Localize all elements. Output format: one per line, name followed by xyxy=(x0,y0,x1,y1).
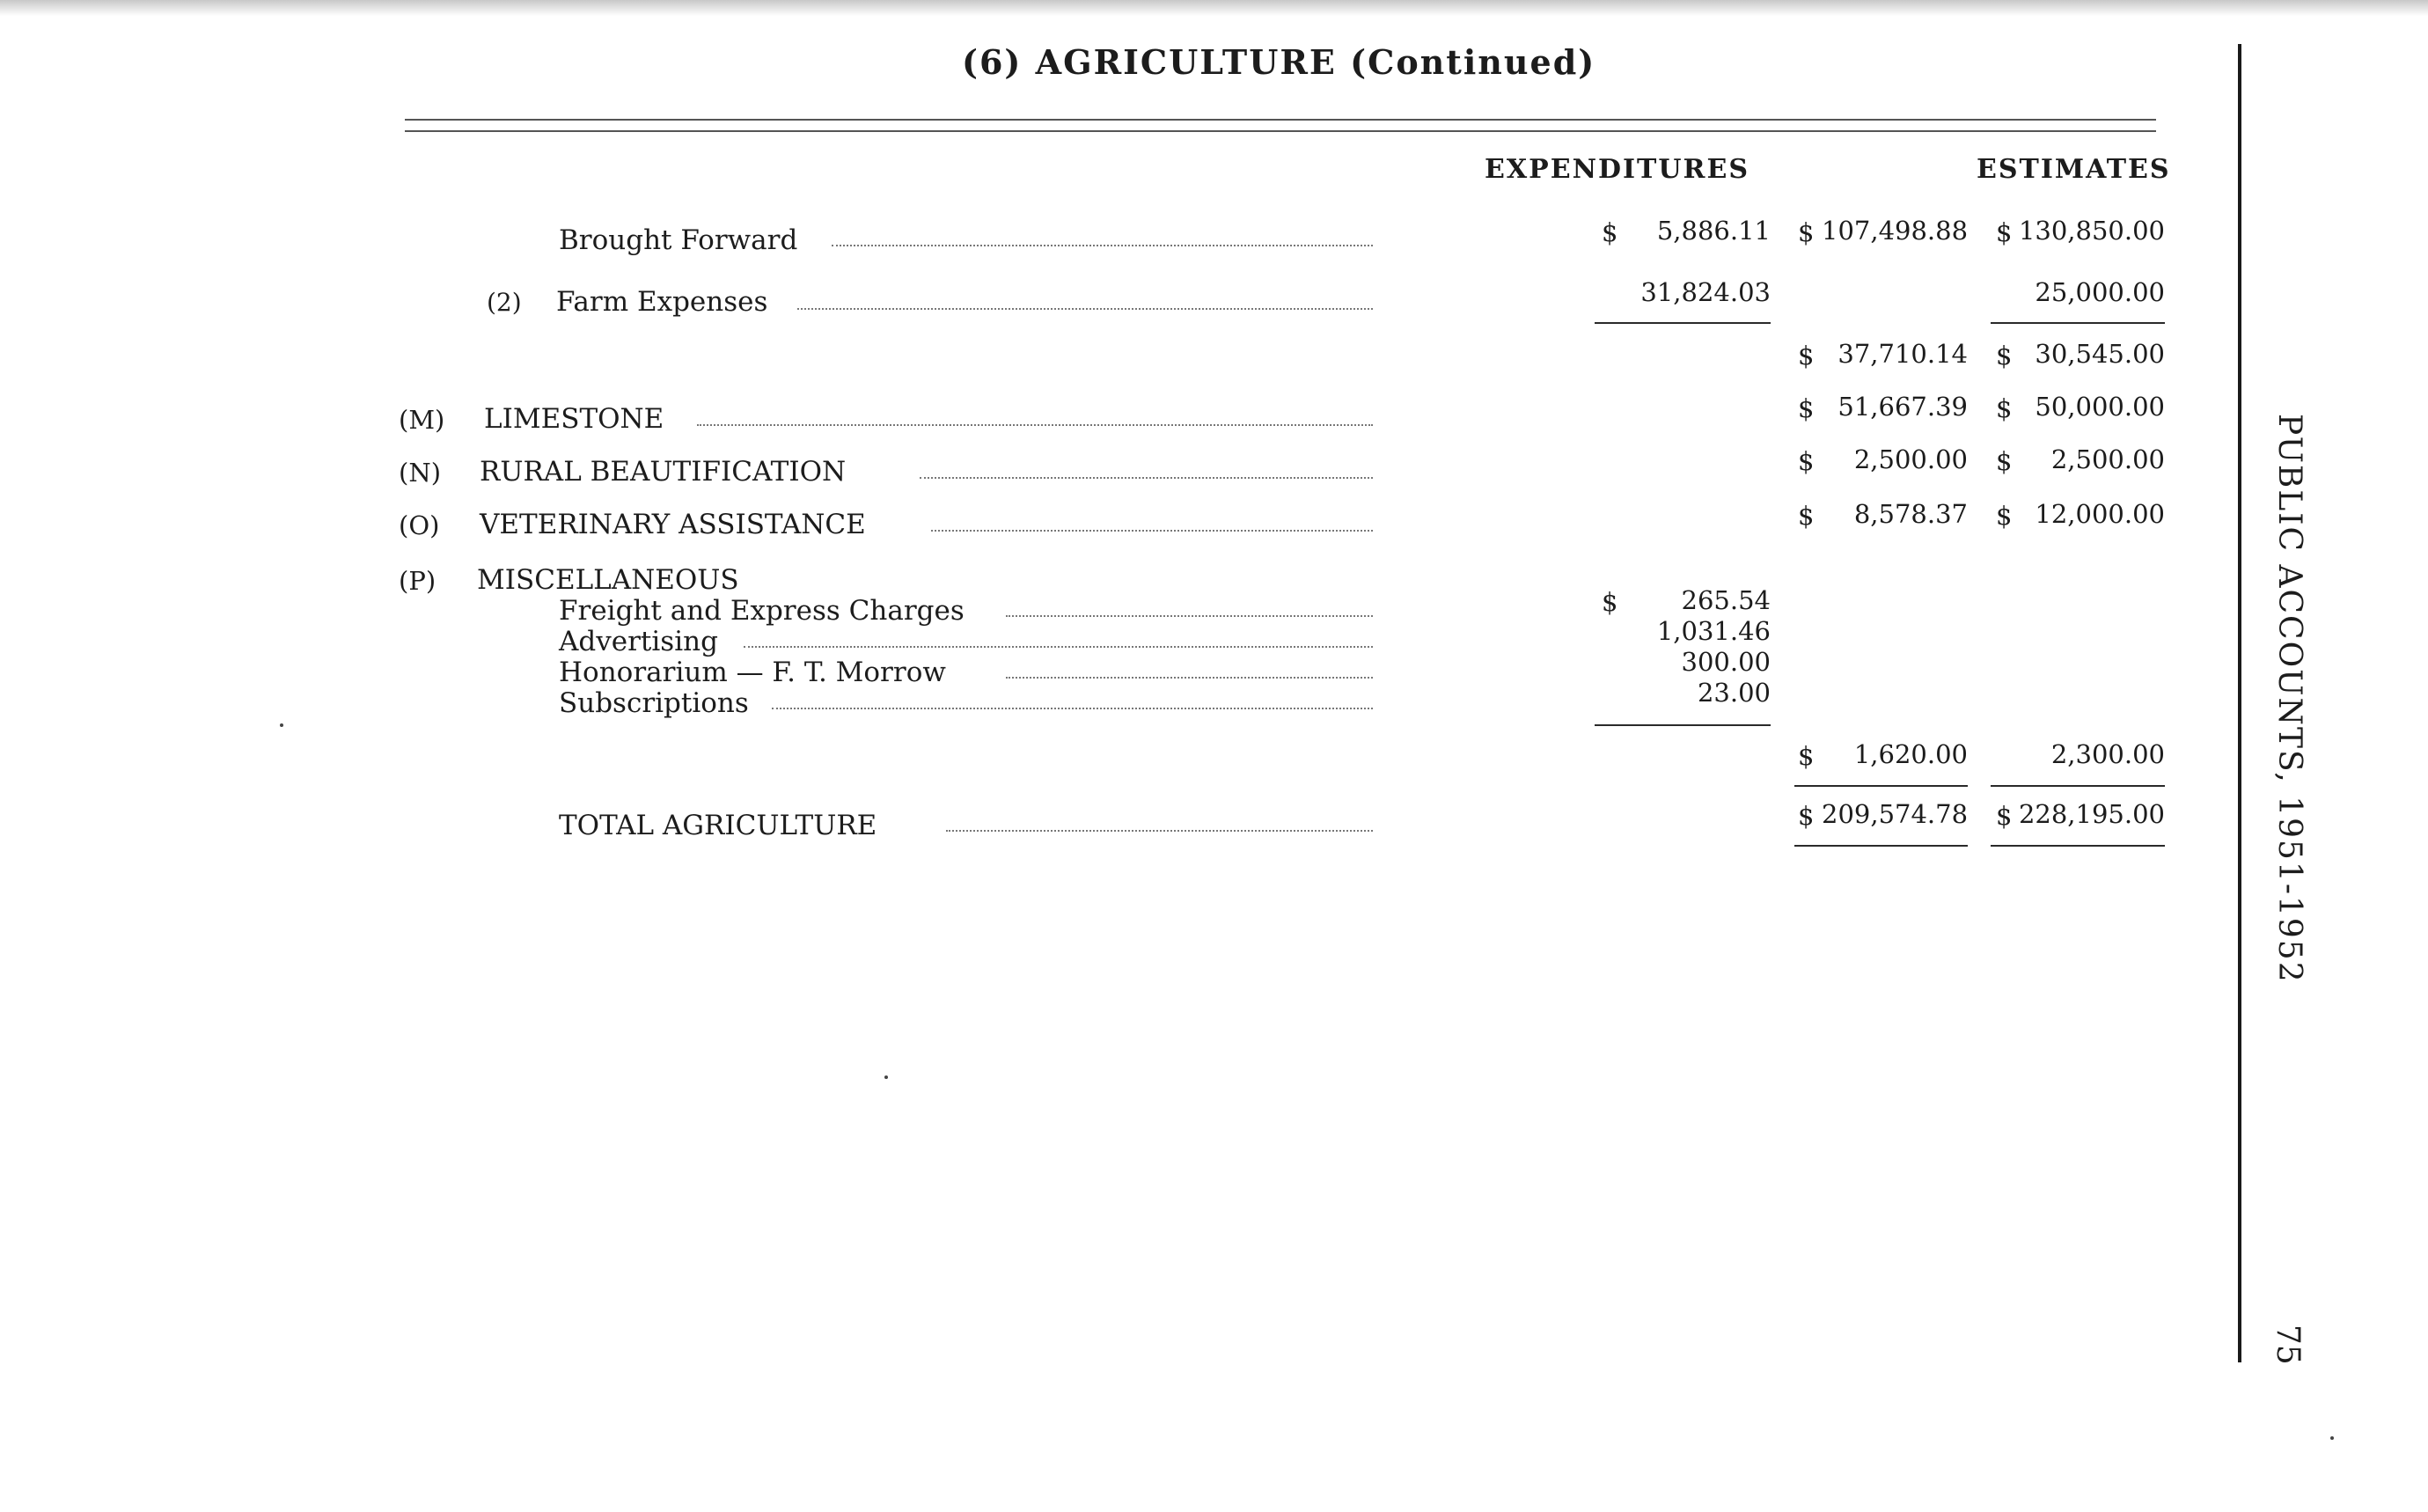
leader-dots xyxy=(1006,615,1373,617)
double-underline-expenditure xyxy=(1794,845,1968,847)
leader-dots xyxy=(1006,677,1373,679)
dollar-sign: $ xyxy=(1798,801,1815,831)
leader-dots xyxy=(931,530,1373,532)
dollar-sign: $ xyxy=(1996,801,2013,831)
estimate-amount: 228,195.00 xyxy=(2018,799,2165,829)
row-label: Farm Expenses xyxy=(556,286,768,318)
page-title: (6) AGRICULTURE (Continued) xyxy=(962,42,1596,82)
scan-speck xyxy=(2330,1436,2334,1440)
item-amount: 265.54 xyxy=(1681,585,1771,615)
dollar-sign: $ xyxy=(1602,587,1618,617)
dollar-sign: $ xyxy=(1996,446,2013,476)
row-label: LIMESTONE xyxy=(484,403,664,435)
dollar-sign: $ xyxy=(1798,446,1815,476)
estimate-amount: 2,300.00 xyxy=(2050,739,2165,769)
margin-rule xyxy=(2238,44,2241,1362)
sub-amount: 31,824.03 xyxy=(1640,277,1771,307)
scan-speck xyxy=(280,723,283,727)
dollar-sign: $ xyxy=(1602,217,1618,247)
dollar-sign: $ xyxy=(1798,217,1815,247)
estimate-amount: 12,000.00 xyxy=(2035,499,2165,529)
side-title: PUBLIC ACCOUNTS, 1951-1952 xyxy=(2271,414,2307,984)
dollar-sign: $ xyxy=(1798,341,1815,371)
expenditure-amount: 107,498.88 xyxy=(1822,216,1969,246)
item-label: Honorarium — F. T. Morrow xyxy=(559,657,946,688)
row-code: (O) xyxy=(399,510,440,540)
row-code: (N) xyxy=(399,458,442,488)
item-amount: 23.00 xyxy=(1697,678,1771,708)
header-expenditures: EXPENDITURES xyxy=(1485,154,1749,185)
sub-amount: 5,886.11 xyxy=(1656,216,1771,246)
dollar-sign: $ xyxy=(1798,741,1815,771)
row-label: TOTAL AGRICULTURE xyxy=(559,810,877,841)
title-rule-top xyxy=(405,119,2156,121)
underline-expenditure xyxy=(1794,785,1968,787)
dollar-sign: $ xyxy=(1996,341,2013,371)
row-label: VETERINARY ASSISTANCE xyxy=(480,509,866,540)
row-code: (M) xyxy=(399,405,445,435)
item-amount: 1,031.46 xyxy=(1656,616,1771,646)
expenditure-amount: 8,578.37 xyxy=(1853,499,1968,529)
dollar-sign: $ xyxy=(1996,217,2013,247)
expenditure-amount: 51,667.39 xyxy=(1838,392,1968,422)
expenditure-amount: 2,500.00 xyxy=(1853,444,1968,474)
leader-dots xyxy=(744,646,1373,648)
underline-sub xyxy=(1595,322,1771,324)
title-rule-bottom xyxy=(405,130,2156,132)
underline-sub xyxy=(1595,724,1771,726)
item-label: Freight and Express Charges xyxy=(559,595,965,627)
double-underline-estimate xyxy=(1991,845,2165,847)
dollar-sign: $ xyxy=(1996,501,2013,531)
leader-dots xyxy=(697,424,1373,426)
underline-estimate xyxy=(1991,785,2165,787)
item-label: Subscriptions xyxy=(559,687,749,719)
page-number: 75 xyxy=(2270,1325,2306,1365)
estimate-amount: 130,850.00 xyxy=(2018,216,2165,246)
row-label: RURAL BEAUTIFICATION xyxy=(480,456,847,488)
scan-speck xyxy=(884,1075,888,1079)
row-code: (P) xyxy=(399,566,436,596)
leader-dots xyxy=(920,477,1373,479)
item-label: Advertising xyxy=(559,626,718,657)
leader-dots xyxy=(946,830,1373,832)
expenditure-amount: 1,620.00 xyxy=(1853,739,1968,769)
leader-dots xyxy=(772,708,1373,709)
dollar-sign: $ xyxy=(1996,393,2013,423)
leader-dots xyxy=(832,245,1373,246)
row-code: (2) xyxy=(487,288,522,317)
header-estimates: ESTIMATES xyxy=(1977,154,2171,185)
row-label: MISCELLANEOUS xyxy=(477,564,739,596)
expenditure-amount: 37,710.14 xyxy=(1838,339,1968,369)
underline-estimate xyxy=(1991,322,2165,324)
row-label: Brought Forward xyxy=(559,224,798,256)
estimate-amount: 25,000.00 xyxy=(2035,277,2165,307)
leader-dots xyxy=(797,308,1373,310)
dollar-sign: $ xyxy=(1798,393,1815,423)
expenditure-amount: 209,574.78 xyxy=(1822,799,1969,829)
estimate-amount: 30,545.00 xyxy=(2035,339,2165,369)
item-amount: 300.00 xyxy=(1681,647,1771,677)
estimate-amount: 2,500.00 xyxy=(2050,444,2165,474)
estimate-amount: 50,000.00 xyxy=(2035,392,2165,422)
scan-shade xyxy=(0,0,2428,16)
dollar-sign: $ xyxy=(1798,501,1815,531)
